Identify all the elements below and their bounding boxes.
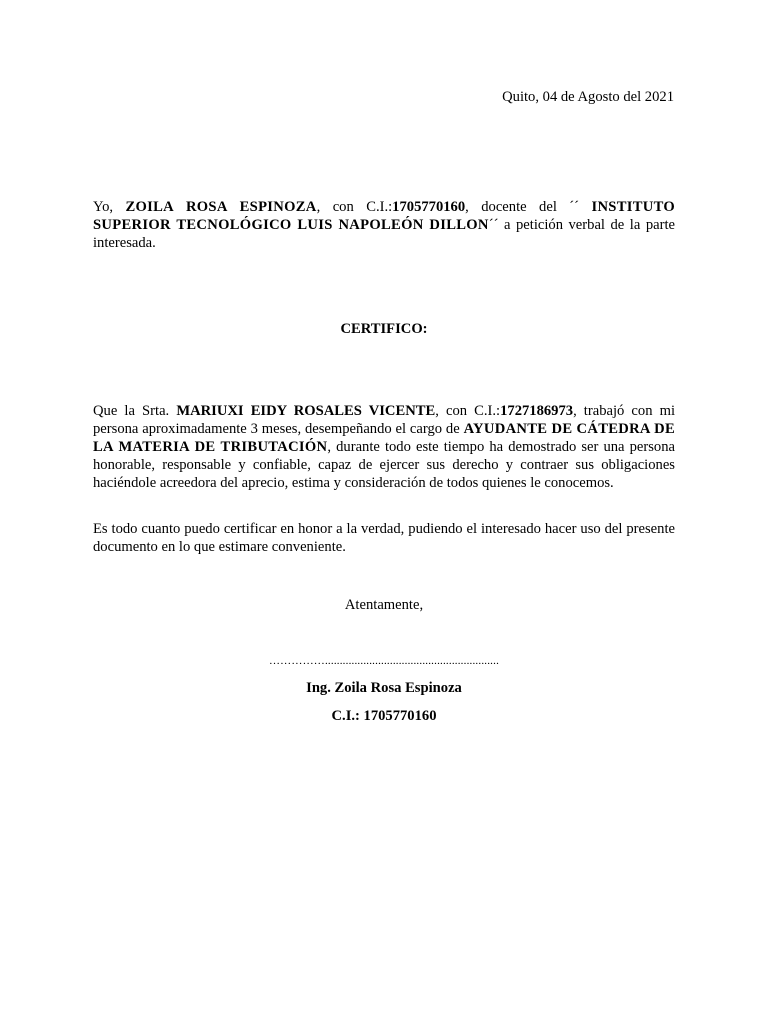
certification-paragraph: [93, 402, 675, 492]
intro-text-3: , docente del ´´: [465, 199, 592, 215]
intro-text-1: Yo,: [93, 199, 126, 215]
date-line: Quito, 04 de Agosto del 2021: [502, 89, 674, 105]
signer-name: Ing. Zoila Rosa Espinoza: [306, 680, 462, 696]
institution-name: INSTITUTO SUPERIOR TECNOLÓGICO LUIS NAPOLEÓN DILLON: [93, 199, 676, 233]
closing-salutation: Atentamente,: [344, 597, 424, 613]
subject-name: MARIUXI EIDY ROSALES VICENTE: [176, 403, 436, 419]
body1-text-1: Que la Srta.: [93, 403, 177, 419]
issuer-name: ZOILA ROSA ESPINOZA: [125, 199, 317, 215]
signer-ci: C.I.: 1705770160: [331, 708, 437, 724]
body1-text-4: , durante todo este tiempo ha demostrado ser una persona honorable, responsable y confiable, capaz de ejercer sus derecho y contraer sus obligaciones haciéndole acreedora del aprecio, estima y consideración de todos quienes le conocemos.: [93, 439, 675, 491]
subject-role: AYUDANTE DE CÁTEDRA DE LA MATERIA DE TRIBUTACIÓN: [93, 421, 675, 455]
body1-text-3: , trabajó con mi persona aproximadamente 3 meses, desempeñando el cargo de: [93, 403, 676, 437]
intro-text-4: ´´ a petición verbal de la parte interesada.: [93, 217, 675, 251]
intro-text-2: , con C.I.:: [316, 199, 393, 215]
subject-ci: 1727186973: [500, 403, 574, 419]
issuer-ci: 1705770160: [392, 199, 466, 215]
body1-text-2: , con C.I.:: [435, 403, 501, 419]
intro-paragraph: [93, 198, 675, 252]
closing-paragraph: Es todo cuanto puedo certificar en honor a la verdad, pudiendo el interesado hacer uso del presente documento en lo que estimare conveniente.: [93, 521, 675, 555]
signature-line: ……………...........................................................: [268, 655, 500, 667]
certifico-heading: CERTIFICO:: [340, 321, 428, 337]
